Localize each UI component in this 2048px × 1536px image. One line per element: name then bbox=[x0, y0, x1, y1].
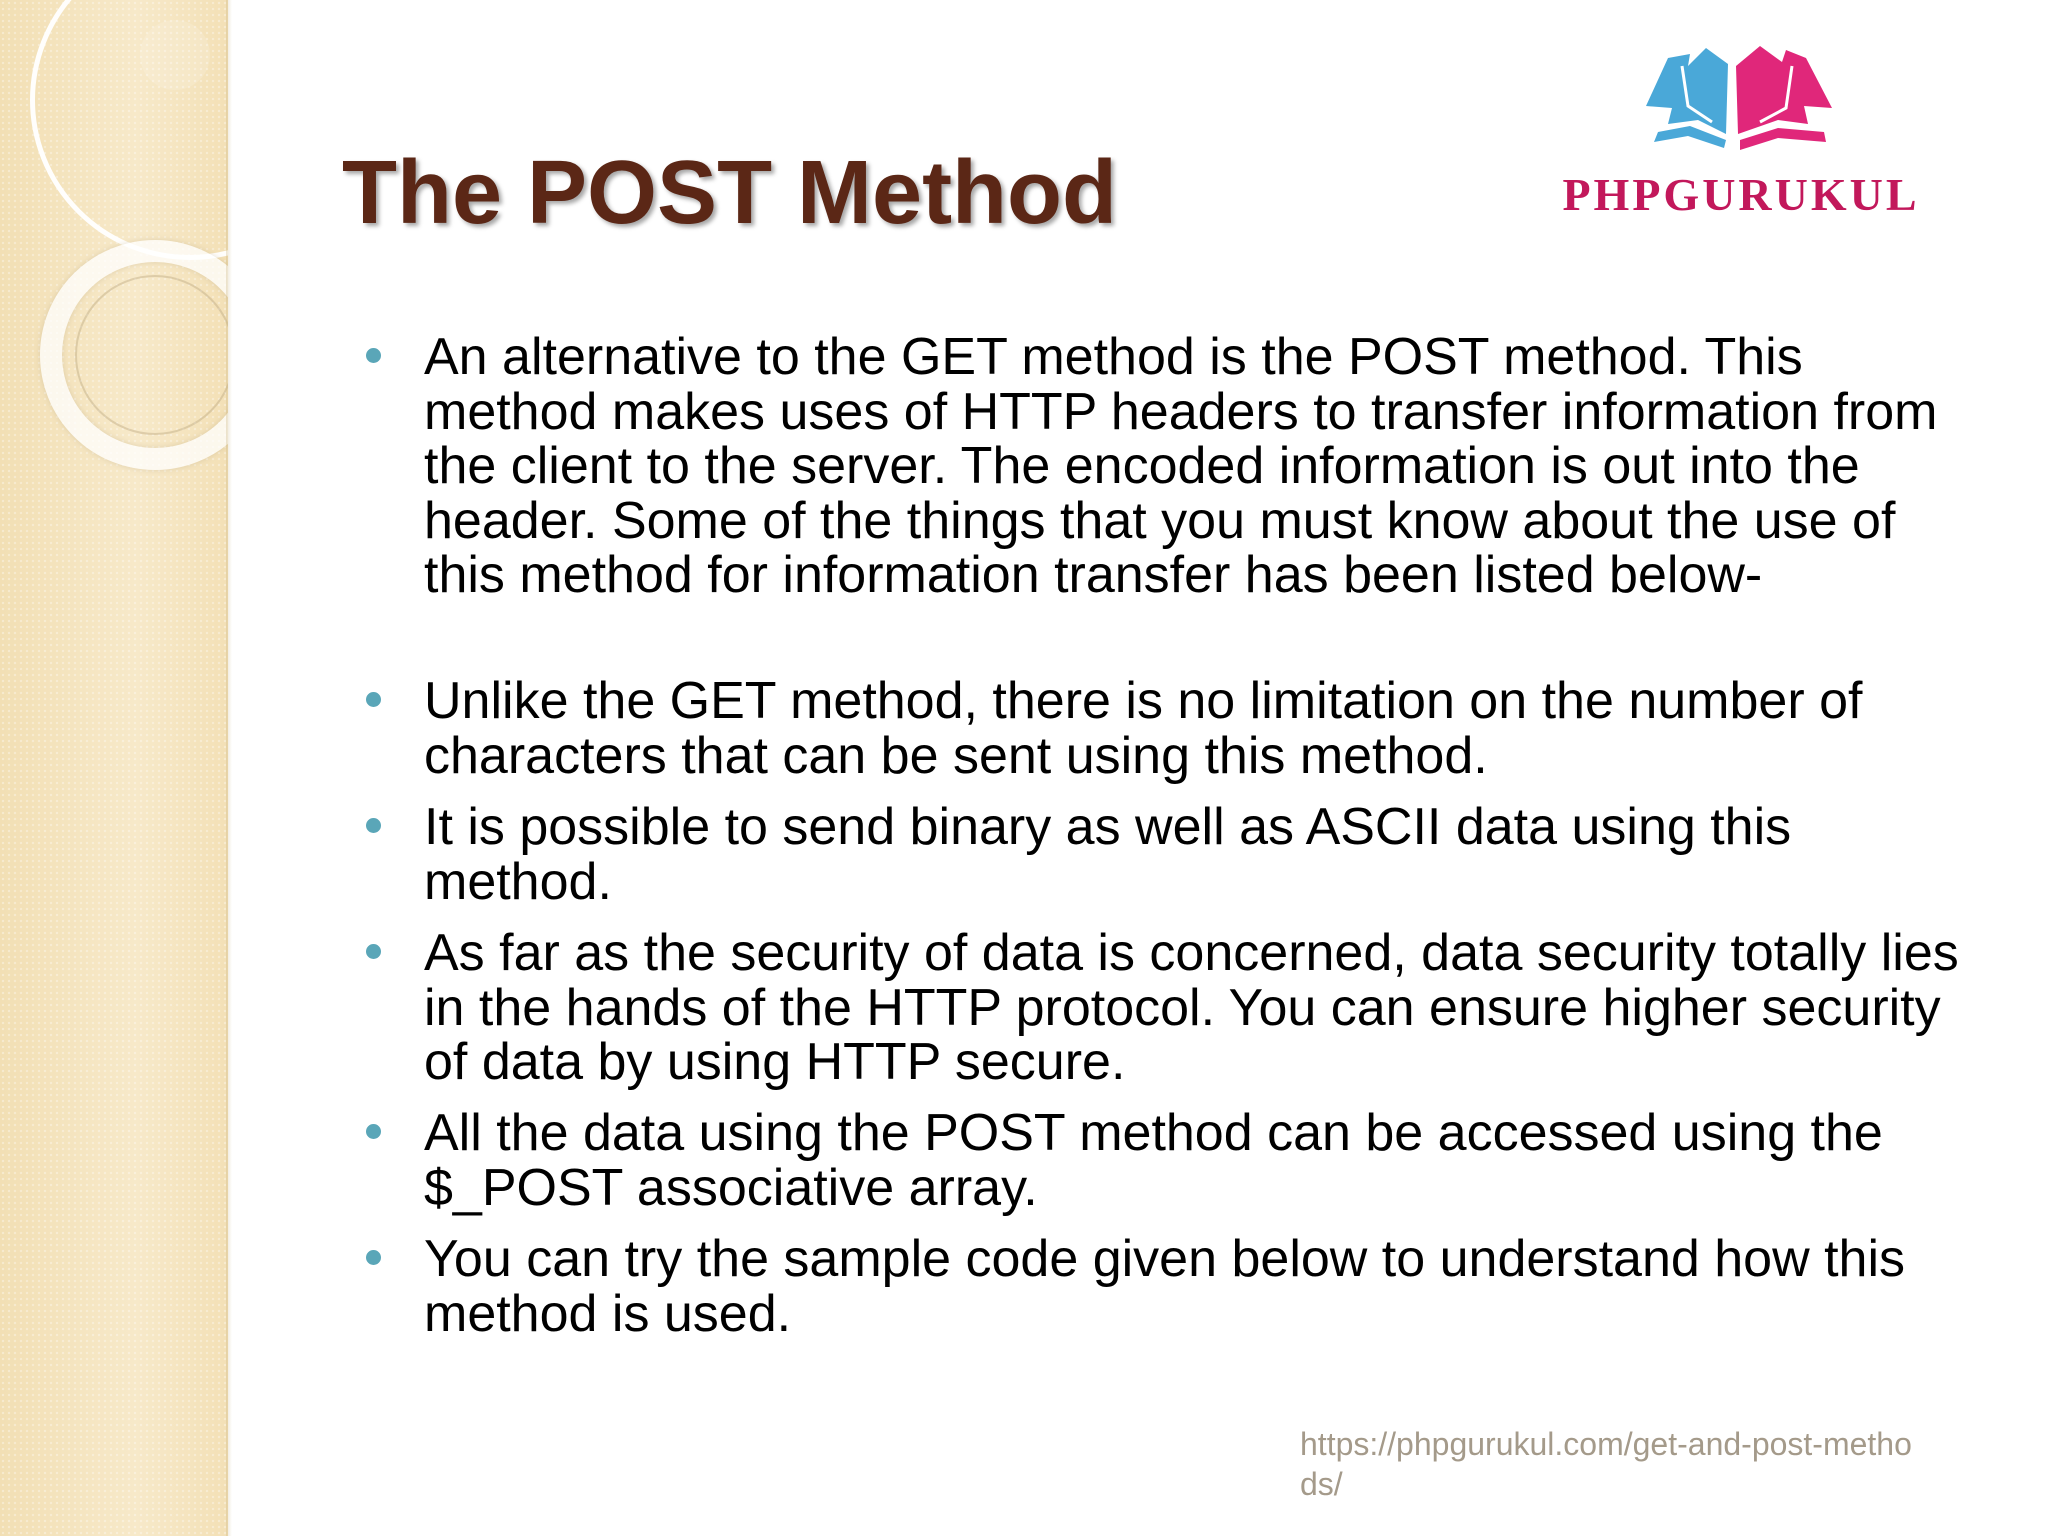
bullet-text: As far as the security of data is concerned, data security totally lies in the hands of the HTTP protocol. You can ensure higher security of data by using HTTP secure. bbox=[424, 924, 1959, 1091]
bullet-text: You can try the sample code given below to understand how this method is used. bbox=[424, 1230, 1906, 1343]
source-url-link[interactable]: https://phpgurukul.com/get-and-post-methods/ bbox=[1300, 1426, 1912, 1502]
decorative-ring bbox=[75, 275, 228, 435]
bullet-text: Unlike the GET method, there is no limitation on the number of characters that can be sent using this method. bbox=[424, 672, 1863, 785]
logo-wordmark: PHPGURUKUL bbox=[1562, 169, 1920, 220]
bullet-dot-icon bbox=[366, 1250, 381, 1265]
bullet-text: An alternative to the GET method is the POST method. This method makes uses of HTTP headers to transfer information from the client to the server. The encoded information is out into the header. Some of the things that you must know about the use of this method for information transfer has been listed below- bbox=[424, 328, 1938, 604]
phpgurukul-logo bbox=[1516, 36, 1966, 226]
decorative-ring bbox=[140, 20, 210, 90]
bullet-text: It is possible to send binary as well as ASCII data using this method. bbox=[424, 798, 1792, 911]
decorative-sidebar bbox=[0, 0, 228, 1536]
slide-title: The POST Method bbox=[342, 143, 1117, 243]
bullet-dot-icon bbox=[366, 348, 381, 363]
bullet-text: All the data using the POST method can be accessed using the $_POST associative array. bbox=[424, 1104, 1883, 1217]
bullet-dot-icon bbox=[366, 818, 381, 833]
bullet-dot-icon bbox=[366, 692, 381, 707]
bullet-dot-icon bbox=[366, 1124, 381, 1139]
open-book-icon bbox=[1628, 36, 1848, 156]
sidebar-edge bbox=[226, 0, 232, 1536]
bullet-dot-icon bbox=[366, 944, 381, 959]
